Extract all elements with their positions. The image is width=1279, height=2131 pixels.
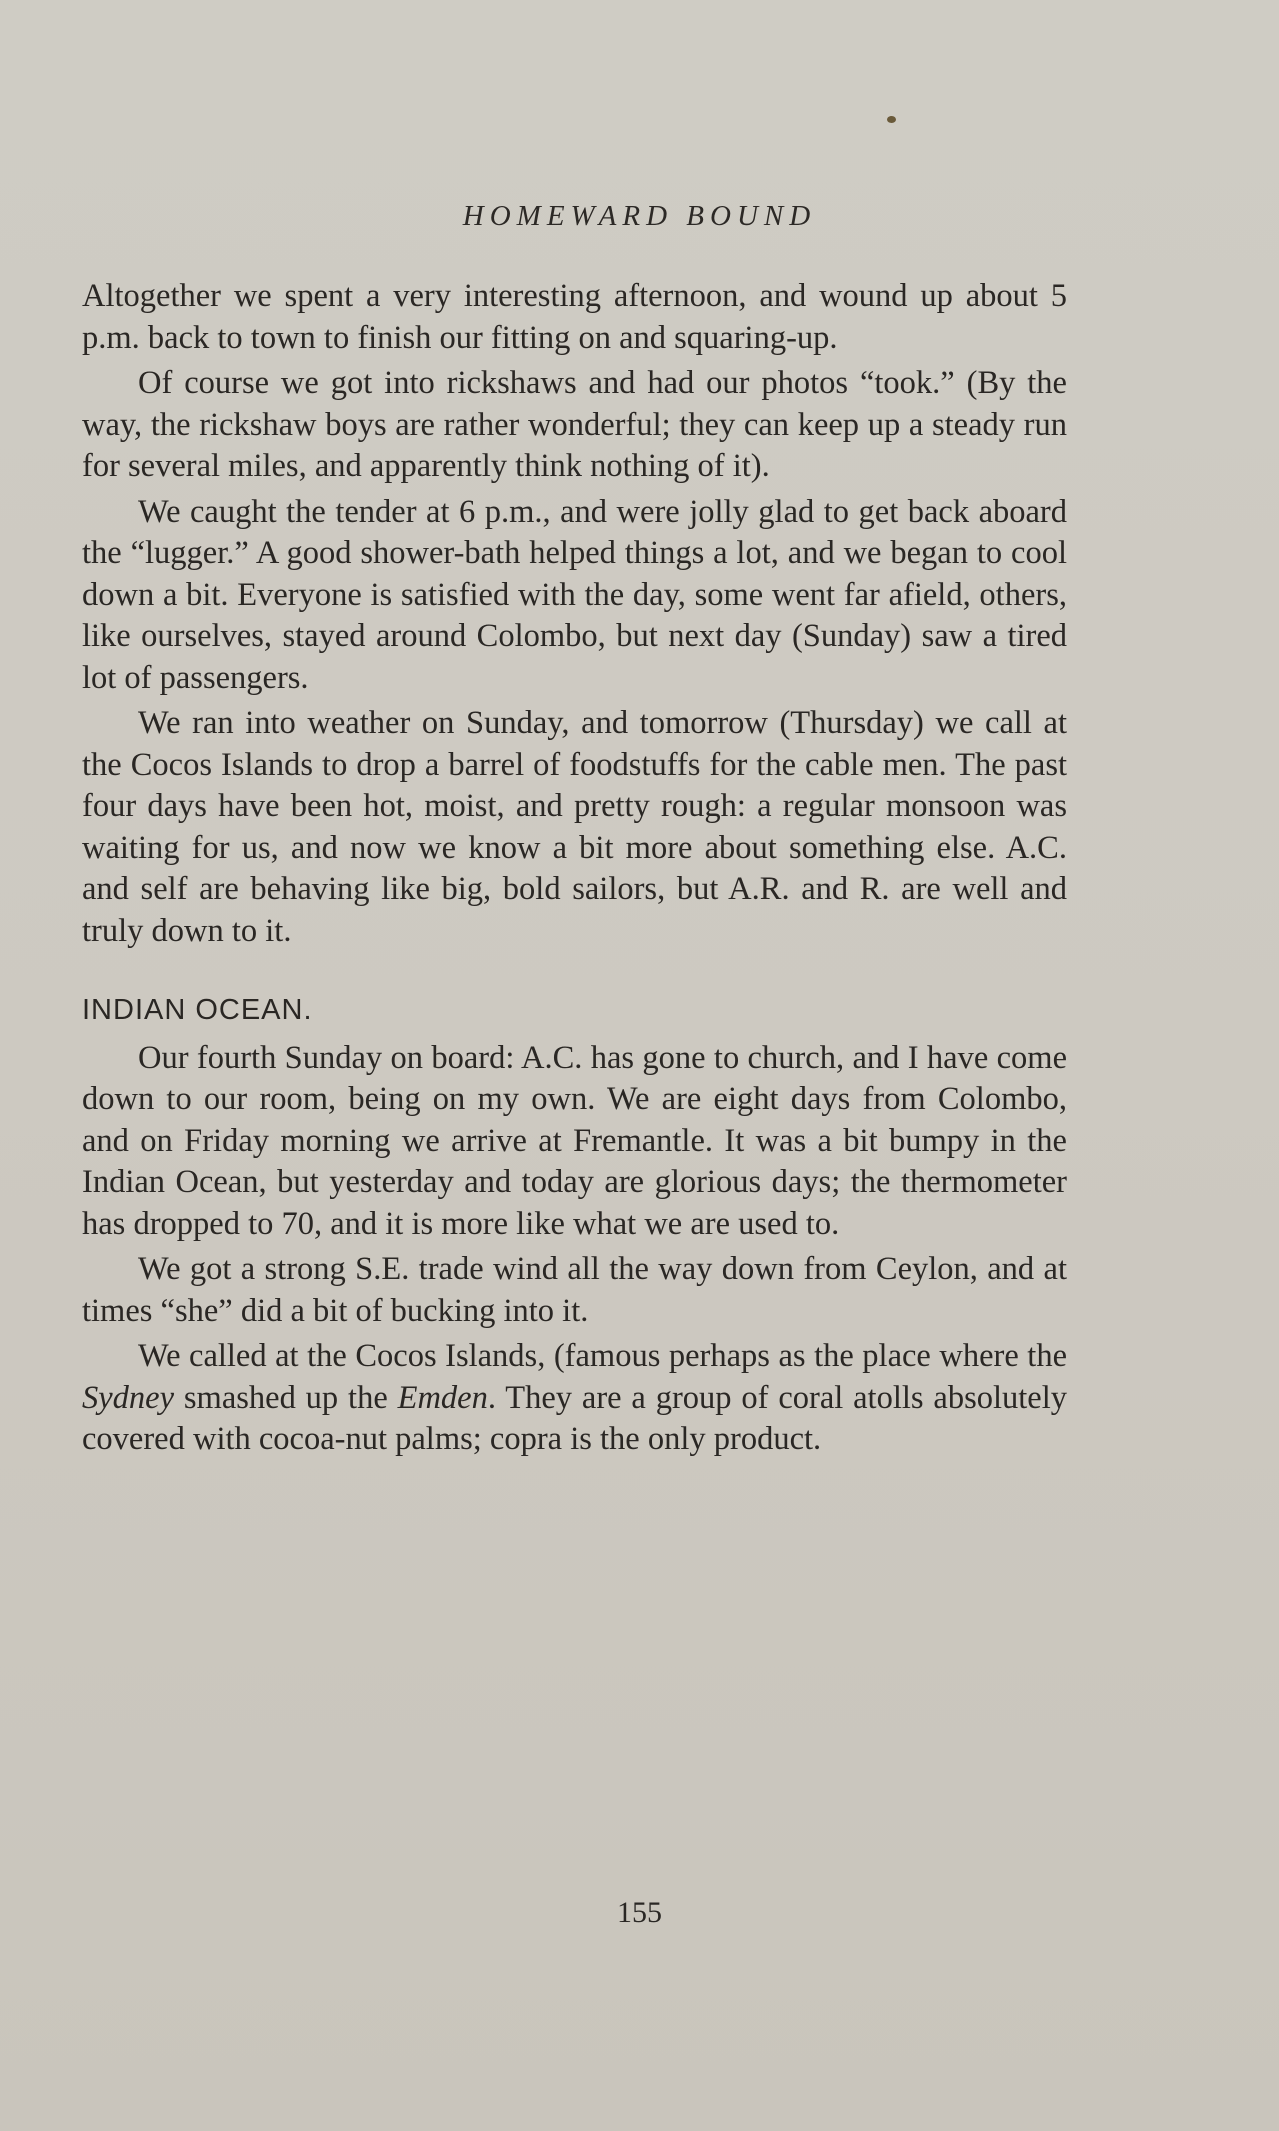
paragraph-1: Altogether we spent a very interesting afternoon, and wound up about 5 p.m. back to town to finish our fitting on and squaring-up. <box>82 278 1067 356</box>
paragraph-6: We got a strong S.E. trade wind all the way down from Ceylon, and at times “she” did a bit of bucking into it. <box>82 1251 1067 1329</box>
body-text <box>82 276 1067 1465</box>
running-head: HOMEWARD BOUND <box>462 200 817 232</box>
paragraph-7 <box>82 1336 1067 1461</box>
paragraph-7-part-1: We called at the Cocos Islands, (famous perhaps as the place where the <box>138 1338 1067 1374</box>
paragraph-3: We caught the tender at 6 p.m., and were jolly glad to get back aboard the “lugger.” A good shower-bath helped things a lot, and we began to cool down a bit. Everyone is satisfied with the day, some went far afield, others, like ourselves, stayed around Colombo, but next day (Sunday) saw a tired lot of passengers. <box>82 493 1067 696</box>
paragraph-7-part-2: smashed up the <box>174 1379 398 1416</box>
paragraph-4: We ran into weather on Sunday, and tomorrow (Thursday) we call at the Cocos Islands to drop a barrel of foodstuffs for the cable men. The past four days have been hot, moist, and pretty rough: a regular monsoon was waiting for us, and now we know a bit more about something else. A.C. and self are behaving like big, bold sailors, but A.R. and R. are well and truly down to it. <box>82 705 1067 949</box>
page-number: 155 <box>617 1896 662 1929</box>
paragraph-7-part-3: . They are a group of coral atolls absolutely covered with cocoa-nut palms; copra is the only product. <box>82 1379 1067 1457</box>
ink-speck <box>887 116 896 123</box>
paragraph-2: Of course we got into rickshaws and had our photos “took.” (By the way, the rickshaw boys are rather wonderful; they can keep up a steady run for several miles, and apparently think nothing of it). <box>82 365 1067 484</box>
ship-name-emden: Emden <box>397 1379 488 1416</box>
ship-name-sydney: Sydney <box>82 1379 175 1416</box>
section-heading: INDIAN OCEAN. <box>82 994 313 1026</box>
paragraph-5: Our fourth Sunday on board: A.C. has gone to church, and I have come down to our room, being on my own. We are eight days from Colombo, and on Friday morning we arrive at Fremantle. It was a bit bumpy in the Indian Ocean, but yesterday and today are glorious days; the thermometer has dropped to 70, and it is more like what we are used to. <box>82 1039 1067 1242</box>
